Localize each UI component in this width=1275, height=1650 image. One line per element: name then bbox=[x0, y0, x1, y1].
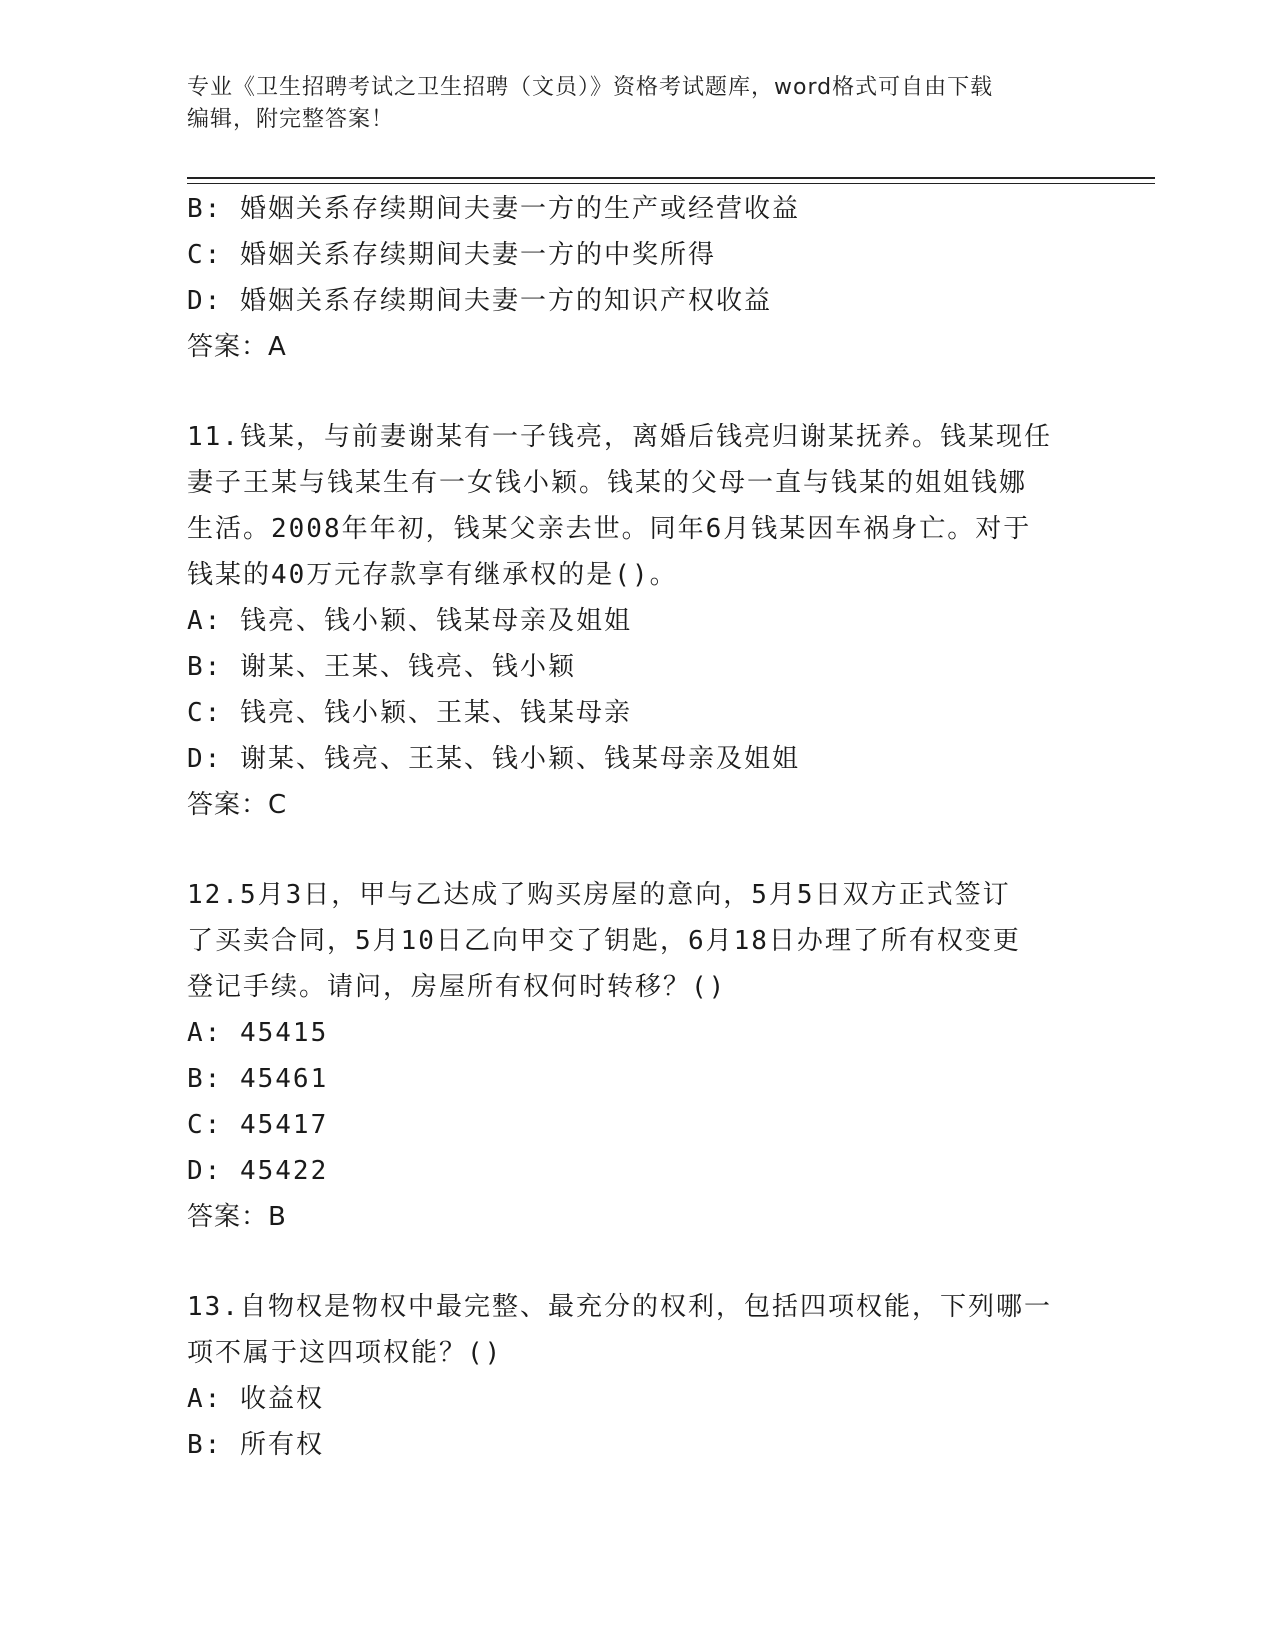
option-c: C: 婚姻关系存续期间夫妻一方的中奖所得 bbox=[187, 240, 716, 270]
option-b: B: 婚姻关系存续期间夫妻一方的生产或经营收益 bbox=[187, 194, 800, 224]
question-stem-line: 12.5月3日，甲与乙达成了购买房屋的意向，5月5日双方正式签订 bbox=[187, 880, 1011, 910]
answer-line: 答案：C bbox=[187, 790, 288, 820]
header-rule-thin bbox=[187, 183, 1155, 184]
question-13 bbox=[187, 1284, 1087, 1468]
spacer bbox=[187, 370, 1087, 414]
question-stem-line: 登记手续。请问，房屋所有权何时转移？() bbox=[187, 972, 727, 1002]
question-stem-line: 妻子王某与钱某生有一女钱小颖。钱某的父母一直与钱某的姐姐钱娜 bbox=[187, 468, 1028, 498]
spacer bbox=[187, 828, 1087, 872]
header-rule-thick bbox=[187, 177, 1155, 179]
option-d: D: 谢某、钱亮、王某、钱小颖、钱某母亲及姐姐 bbox=[187, 744, 800, 774]
option-a: A: 45415 bbox=[187, 1018, 329, 1048]
question-list bbox=[187, 186, 1087, 1468]
spacer bbox=[187, 1240, 1087, 1284]
answer-line: 答案：A bbox=[187, 332, 287, 362]
option-a: A: 钱亮、钱小颖、钱某母亲及姐姐 bbox=[187, 606, 632, 636]
question-11 bbox=[187, 414, 1087, 828]
option-d: D: 45422 bbox=[187, 1156, 329, 1186]
header-line-2: 编辑，附完整答案！ bbox=[187, 107, 395, 132]
question-stem-line: 项不属于这四项权能？() bbox=[187, 1338, 503, 1368]
answer-line: 答案：B bbox=[187, 1202, 287, 1232]
header-line-1: 专业《卫生招聘考试之卫生招聘（文员）》资格考试题库，word格式可自由下载 bbox=[187, 75, 994, 100]
document-header bbox=[187, 72, 1067, 136]
question-stem-line: 钱某的40万元存款享有继承权的是()。 bbox=[187, 560, 678, 590]
option-c: C: 45417 bbox=[187, 1110, 329, 1140]
question-12 bbox=[187, 872, 1087, 1240]
option-d: D: 婚姻关系存续期间夫妻一方的知识产权收益 bbox=[187, 286, 772, 316]
option-c: C: 钱亮、钱小颖、王某、钱某母亲 bbox=[187, 698, 632, 728]
question-stem-line: 13.自物权是物权中最完整、最充分的权利，包括四项权能，下列哪一 bbox=[187, 1292, 1052, 1322]
question-stem-line: 生活。2008年年初，钱某父亲去世。同年6月钱某因车祸身亡。对于 bbox=[187, 514, 1032, 544]
option-b: B: 45461 bbox=[187, 1064, 329, 1094]
option-b: B: 所有权 bbox=[187, 1430, 324, 1460]
option-a: A: 收益权 bbox=[187, 1384, 324, 1414]
question-stem-line: 了买卖合同，5月10日乙向甲交了钥匙，6月18日办理了所有权变更 bbox=[187, 926, 1021, 956]
question-stem-line: 11.钱某，与前妻谢某有一子钱亮，离婚后钱亮归谢某抚养。钱某现任 bbox=[187, 422, 1052, 452]
question-10 bbox=[187, 186, 1087, 370]
option-b: B: 谢某、王某、钱亮、钱小颖 bbox=[187, 652, 576, 682]
